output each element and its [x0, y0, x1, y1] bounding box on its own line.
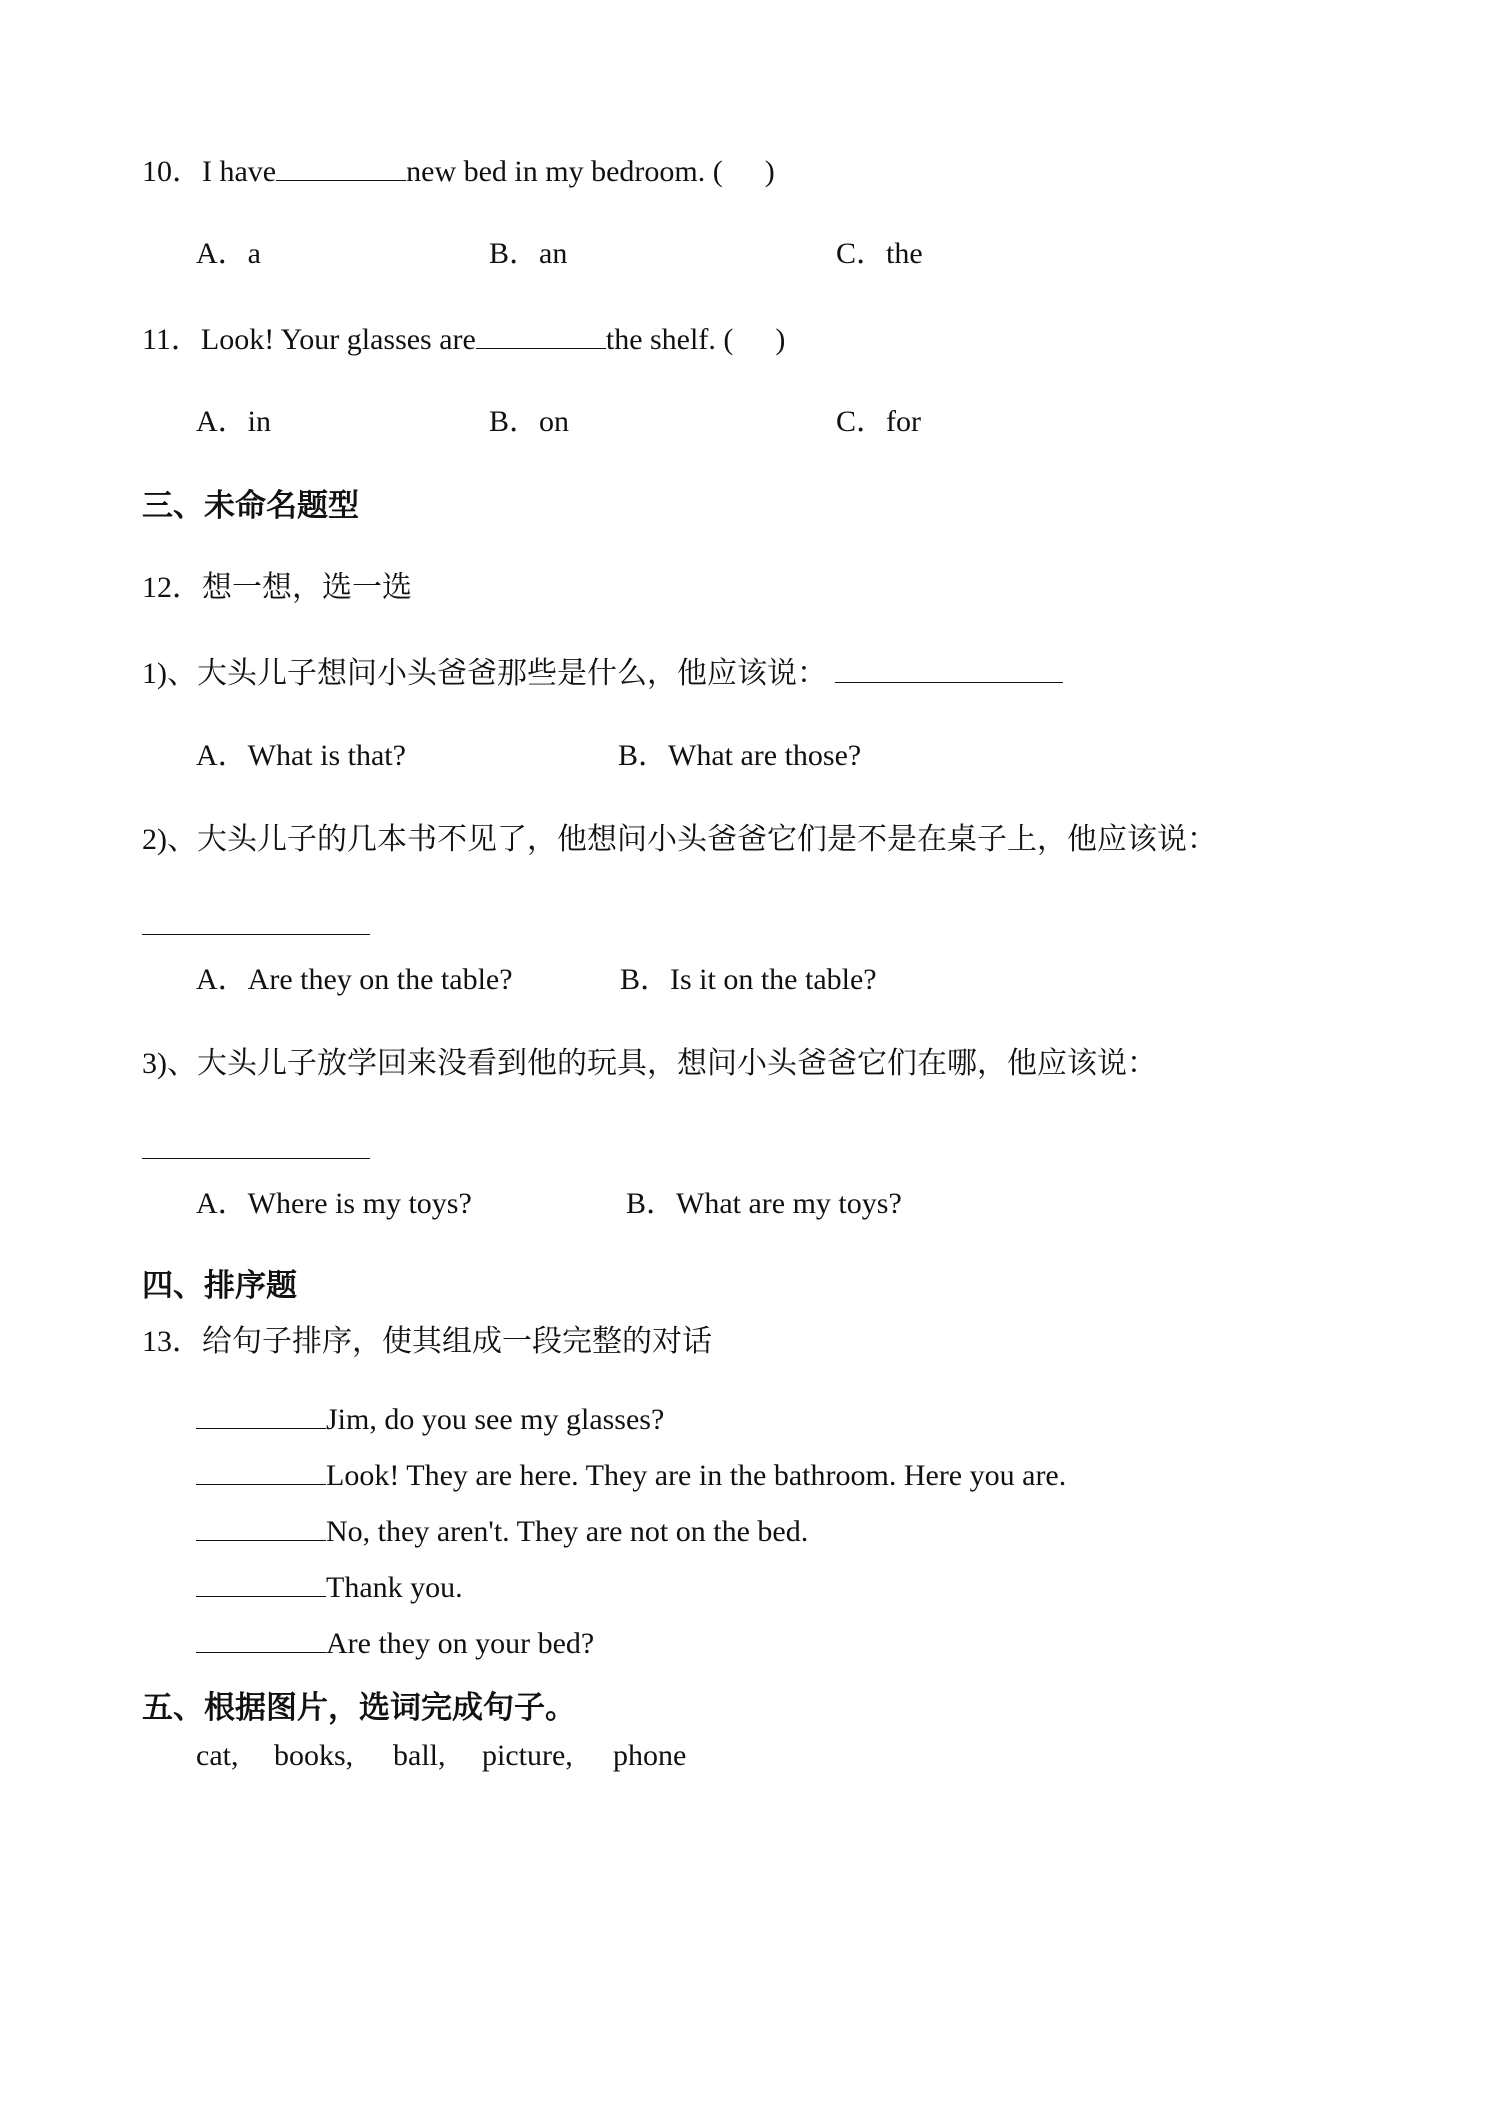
sub-question-text: 大头儿子的几本书不见了，他想问小头爸爸它们是不是在桌子上，他应该说：	[197, 822, 1217, 857]
order-line	[196, 1398, 664, 1440]
option-a: A．Where is my toys?	[196, 1187, 472, 1220]
option-c: C．for	[836, 405, 921, 438]
sub-question-3	[142, 1044, 1157, 1084]
option-b: B．What are my toys?	[626, 1187, 902, 1220]
order-blank[interactable]	[196, 1454, 326, 1485]
answer-blank[interactable]	[835, 652, 1063, 683]
word-bank-item: ball,	[393, 1739, 446, 1772]
sub-question-2	[142, 820, 1217, 860]
sub-question-1	[142, 652, 1063, 694]
question-text: the shelf. (	[605, 323, 734, 356]
dialogue-sentence: Look! They are here. They are in the bathroom. Here you are.	[326, 1459, 1067, 1492]
option-c: C．the	[836, 237, 923, 270]
sub-number: 2)、	[142, 823, 197, 856]
question-13	[142, 1322, 712, 1362]
sub-question-text: 大头儿子放学回来没看到他的玩具，想问小头爸爸它们在哪，他应该说：	[197, 1046, 1157, 1081]
sub-question-text: 大头儿子想问小头爸爸那些是什么，他应该说：	[197, 656, 827, 691]
option-b: B．What are those?	[618, 739, 862, 772]
order-blank[interactable]	[196, 1622, 326, 1653]
question-text: new bed in my bedroom. (	[406, 155, 723, 188]
order-line	[196, 1566, 463, 1608]
word-bank-item: picture,	[482, 1739, 573, 1772]
answer-line	[142, 1128, 370, 1170]
order-blank[interactable]	[196, 1566, 326, 1597]
question-text: Look! Your glasses are	[200, 323, 476, 356]
section-heading: 四、排序题	[142, 1268, 297, 1304]
order-line	[196, 1454, 1066, 1496]
option-a: A．Are they on the table?	[196, 963, 513, 996]
close-paren: )	[764, 155, 775, 188]
option-a: A．in	[196, 405, 271, 438]
question-number: 11．	[142, 323, 201, 356]
answer-line	[142, 904, 370, 946]
word-bank-item: cat,	[196, 1739, 239, 1772]
dialogue-sentence: No, they aren't. They are not on the bed.	[326, 1515, 809, 1548]
order-blank[interactable]	[196, 1398, 326, 1429]
dialogue-sentence: Are they on your bed?	[326, 1627, 595, 1660]
option-b: B．on	[489, 405, 570, 438]
close-paren: )	[775, 323, 786, 356]
question-text: I have	[202, 155, 277, 188]
option-b: B．an	[489, 237, 568, 270]
order-line	[196, 1510, 808, 1552]
answer-blank[interactable]	[142, 1128, 370, 1159]
option-a: A．a	[196, 237, 261, 270]
dialogue-sentence: Jim, do you see my glasses?	[326, 1403, 665, 1436]
answer-blank[interactable]	[142, 904, 370, 935]
dialogue-sentence: Thank you.	[326, 1571, 463, 1604]
question-number: 10．	[142, 155, 202, 188]
option-a: A．What is that?	[196, 739, 406, 772]
section-heading: 五、根据图片，选词完成句子。	[142, 1690, 576, 1726]
sub-number: 1)、	[142, 657, 197, 690]
word-bank-item: books,	[274, 1739, 354, 1772]
answer-blank[interactable]	[276, 150, 406, 181]
question-prompt: 想一想，选一选	[202, 570, 412, 605]
question-prompt: 给句子排序，使其组成一段完整的对话	[202, 1324, 712, 1359]
question-10	[142, 150, 775, 192]
answer-blank[interactable]	[476, 318, 606, 349]
question-number: 12．	[142, 571, 202, 604]
order-line	[196, 1622, 594, 1664]
option-b: B．Is it on the table?	[620, 963, 877, 996]
sub-number: 3)、	[142, 1047, 197, 1080]
question-11	[142, 318, 785, 360]
section-heading: 三、未命名题型	[142, 488, 359, 524]
order-blank[interactable]	[196, 1510, 326, 1541]
word-bank-item: phone	[613, 1739, 687, 1772]
question-number: 13．	[142, 1325, 202, 1358]
question-12	[142, 568, 412, 608]
